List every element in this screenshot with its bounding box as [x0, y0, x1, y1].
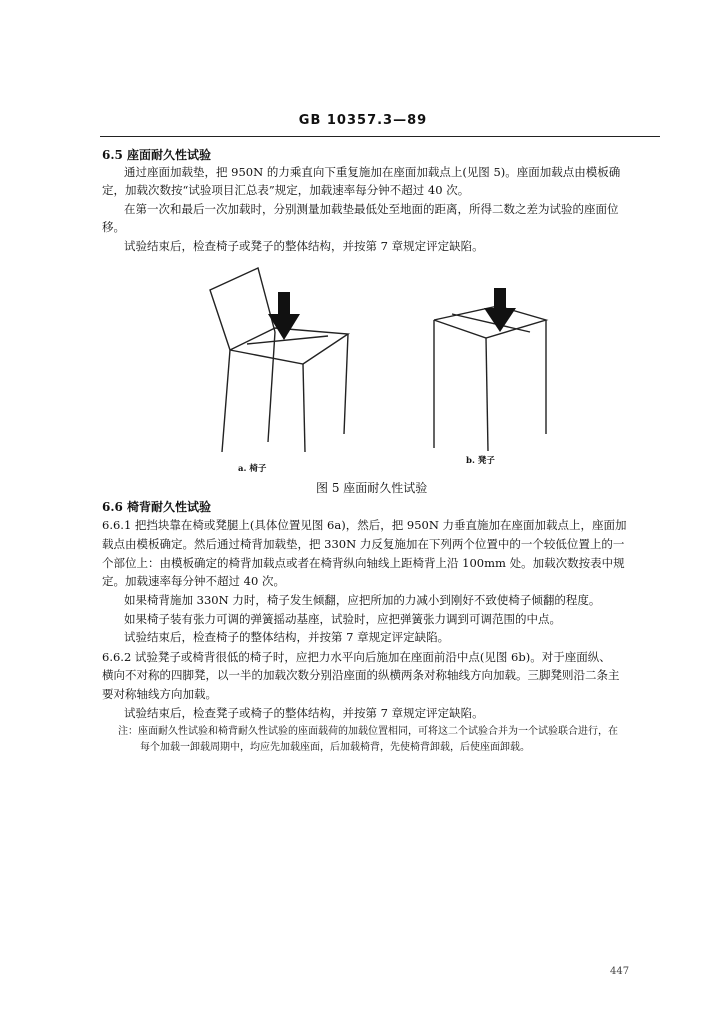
- note-line-2: 每个加载一卸载周期中，均应先加载座面，后加载椅背，先使椅背卸载，后使座面卸载。: [140, 742, 530, 753]
- para-6-6-2-p2: 试验结束后，检查凳子或椅子的整体结构，并按第 7 章规定评定缺陷。: [124, 706, 484, 720]
- para-6-6-2-line-3: 要对称轴线方向加载。: [102, 687, 217, 701]
- figure-5a-chair: [200, 262, 360, 462]
- para-6-6-1-line-4: 定。加载速率每分钟不超过 40 次。: [102, 574, 285, 588]
- para-6-6-1-p2: 如果椅背施加 330N 力时，椅子发生倾翻，应把所加的力减小到刚好不致使椅子倾翻的程度。: [124, 593, 601, 607]
- figure-5-caption: 图 5 座面耐久性试验: [316, 481, 428, 495]
- para-6-5-line-2: 定，加载次数按“试验项目汇总表”规定，加载速率每分钟不超过 40 次。: [102, 183, 470, 197]
- standard-code-header: GB 10357.3—89: [298, 113, 428, 128]
- figure-5b-stool: [428, 286, 558, 456]
- para-6-5-line-5: 试验结束后，检查椅子或凳子的整体结构，并按第 7 章规定评定缺陷。: [124, 239, 484, 253]
- page-number: 447: [610, 966, 630, 977]
- para-6-6-2-line-1: 6.6.2 试验凳子或椅背很低的椅子时，应把力水平向后施加在座面前沿中点(见图 6b)。对于座面纵、: [102, 650, 611, 664]
- para-6-5-line-1: 通过座面加载垫，把 950N 的力乘直向下重复施加在座面加载点上(见图 5)。座面加载点由模板确: [124, 165, 621, 179]
- header-rule: [100, 136, 660, 137]
- para-6-5-line-4: 移。: [102, 220, 125, 234]
- para-6-6-1-line-2: 载点由模板确定。然后通过椅背加载垫，把 330N 力反复施加在下列两个位置中的一个较低位置上的一: [102, 537, 625, 551]
- para-6-6-1-line-3: 个部位上：由模板确定的椅背加载点或者在椅背纵向轴线上距椅背上沿 100mm 处。加载次数按表中规: [102, 556, 625, 570]
- para-6-6-1-p3: 如果椅子装有张力可调的弹簧摇动基座，试验时，应把弹簧张力调到可调范围的中点。: [124, 612, 561, 626]
- figure-5b-label: b. 凳子: [466, 456, 495, 466]
- para-6-6-1-line-1: 6.6.1 把挡块靠在椅或凳腿上(具体位置见图 6a)，然后，把 950N 力垂直施加在座面加载点上，座面加: [102, 518, 627, 532]
- section-6-6-heading: 6.6 椅背耐久性试验: [102, 500, 212, 514]
- figure-5a-label: a. 椅子: [238, 464, 267, 474]
- para-6-5-line-3: 在第一次和最后一次加载时，分别测量加载垫最低处至地面的距离，所得二数之差为试验的座面位: [124, 202, 619, 216]
- para-6-6-2-line-2: 横向不对称的四脚凳，以一半的加载次数分别沿座面的纵横两条对称轴线方向加载。三脚凳则沿二条主: [102, 668, 620, 682]
- para-6-6-1-p4: 试验结束后，检查椅子的整体结构，并按第 7 章规定评定缺陷。: [124, 630, 450, 644]
- note-line-1: 注：座面耐久性试验和椅背耐久性试验的座面载荷的加载位置相同，可将这二个试验合并为一个试验联合进行，在: [118, 726, 618, 737]
- section-6-5-heading: 6.5 座面耐久性试验: [102, 148, 212, 162]
